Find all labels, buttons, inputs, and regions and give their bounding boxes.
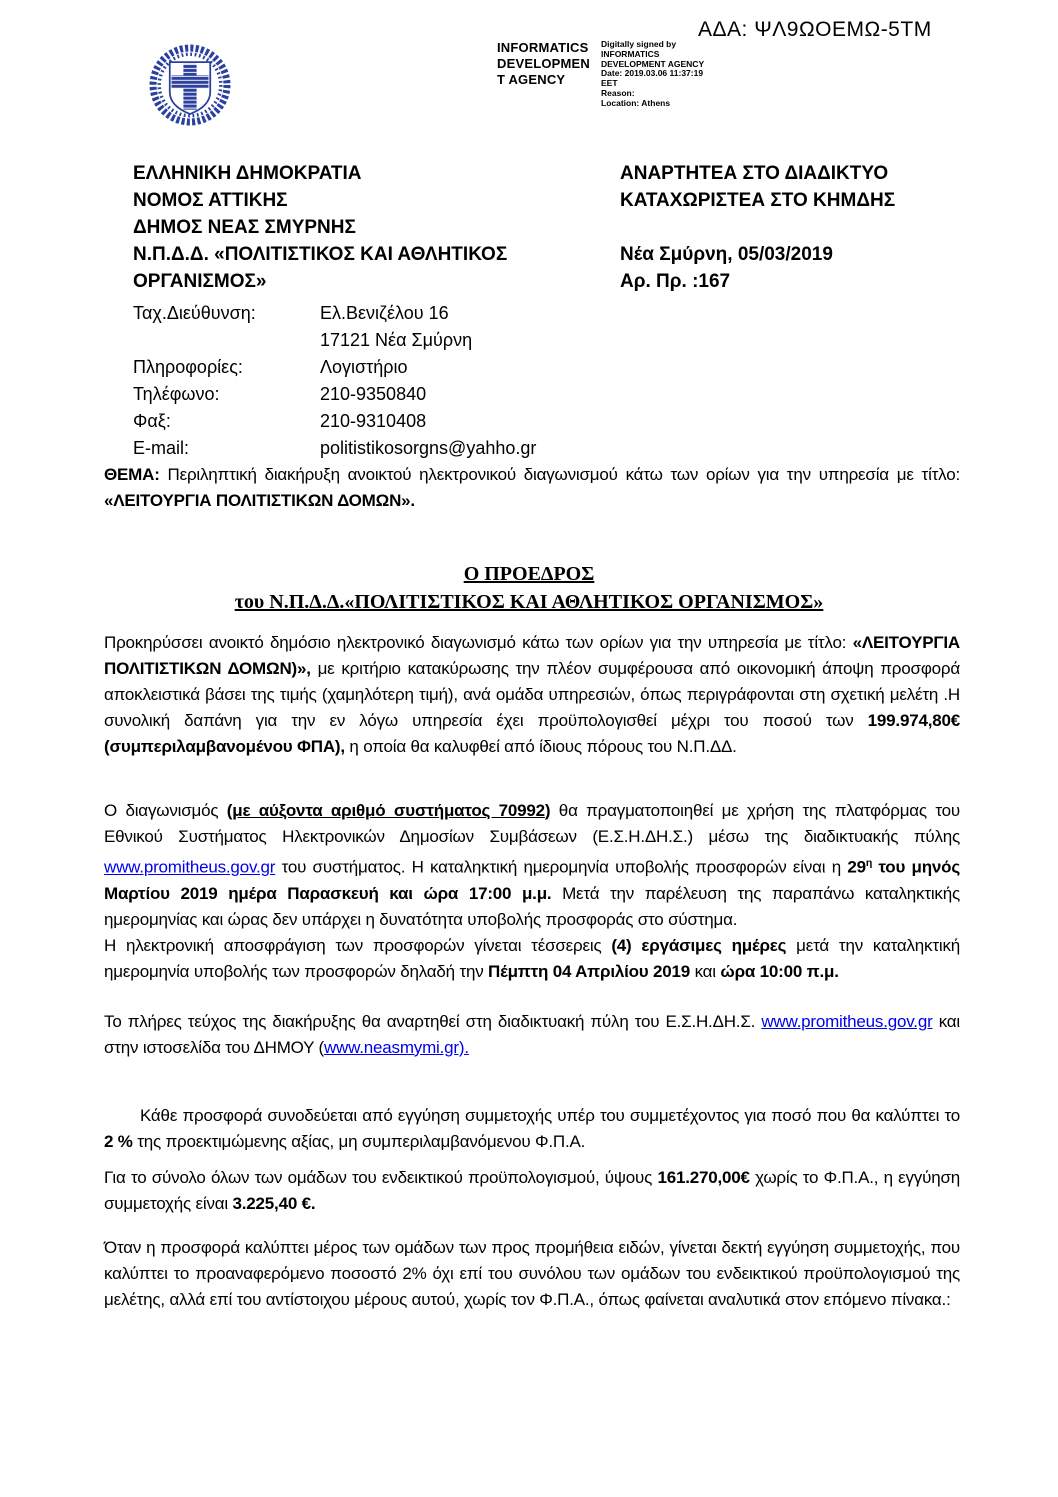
heading-line: του Ν.Π.Δ.Δ.«ΠΟΛΙΤΙΣΤΙΚΟΣ ΚΑΙ ΑΘΛΗΤΙΚΟΣ ΟΡΓΑΝΙΣΜΟΣ» <box>234 591 824 613</box>
posting-block <box>620 160 1040 295</box>
greek-national-emblem-logo <box>146 34 234 136</box>
paragraph-guarantee: Κάθε προσφορά συνοδεύεται από εγγύηση συμμετοχής υπέρ του συμμετέχοντος για ποσό που θα καλύπτει το 2 % της προεκτιμώμενης αξίας, μη συμπεριλαμβανόμενου Φ.Π.Α. <box>104 1105 960 1151</box>
contact-details <box>133 300 693 462</box>
paragraph-announcement: Προκηρύσσει ανοικτό δημόσιο ηλεκτρονικό διαγωνισμό κάτω των ορίων για την υπηρεσία με τίτλο: «ΛΕΙΤΟΥΡΓΙΑ ΠΟΛΙΤΙΣΤΙΚΩΝ ΔΟΜΩΝ)», με κριτήριο κατακύρωσης την πλέον συμφέρουσα από οικονομική άποψη προσφορά αποκλειστικά βάσει της τιμής (χαμηλότερη τιμή), ανά ομάδα υπηρεσιών, όπως περιγράφονται στη σχετική μελέτη .Η συνολική δαπάνη για την εν λόγω υπηρεσία έχει προϋπολογισθεί μέχρι του ποσού των 199.974,80€ (συμπεριλαμβανομένου ΦΠΑ), η οποία θα καλυφθεί από ίδιους πόρους του Ν.Π.ΔΔ. <box>104 633 960 756</box>
contact-value: 17121 Νέα Σμύρνη <box>320 330 473 350</box>
signature-line: DEVELOPMENT AGENCY <box>601 58 705 69</box>
contact-label: Ταχ.Διεύθυνση: <box>133 303 256 323</box>
paragraph-partial-offer: Όταν η προσφορά καλύπτει μέρος των ομάδων των προς προμήθεια ειδών, γίνεται δεκτή εγγύηση συμμετοχής, που καλύπτει το προαναφερόμενο ποσοστό 2% όχι επί του συνόλου των ομάδων του ενδεικτικού προϋπολογισμού της μελέτης, αλλά επί του αντίστοιχου μέρους αυτού, χωρίς τον Φ.Π.Α., όπως φαίνεται αναλυτικά στον επόμενο πίνακα.: <box>104 1237 960 1309</box>
issuer-line: ΕΛΛΗΝΙΚΗ ΔΗΜΟΚΡΑΤΙΑ <box>133 163 362 184</box>
paragraph-platform-deadline: Ο διαγωνισμός (με αύξοντα αριθμό συστήματος 70992) θα πραγματοποιηθεί με χρήση της πλατφόρμας του Εθνικού Συστήματος Ηλεκτρονικών Δημοσίων Συμβάσεων (Ε.Σ.Η.ΔΗ.Σ.) μέσω της διαδικτυακής πύλης www.promitheus.gov.gr του συστήματος. Η καταληκτική ημερομηνία υποβολής προσφορών είναι η $29^\eta$ του μηνός Μαρτίου 2019 ημέρα Παρασκευή και ώρα 17:00 μ.μ. Μετά την παρέλευση της παραπάνω καταληκτικής ημερομηνίας και ώρας δεν υπάρχει η δυνατότητα υποβολής προσφοράς στο σύστημα. <box>104 801 961 929</box>
agency-name-line: DEVELOPMEN <box>497 56 591 71</box>
signature-line: Date: 2019.03.06 11:37:19 <box>601 68 704 79</box>
contact-value: 210-9350840 <box>320 384 427 404</box>
paragraph-full-text: Το πλήρες τεύχος της διακήρυξης θα αναρτηθεί στη διαδικτυακή πύλη του Ε.Σ.Η.ΔΗ.Σ. www.promitheus.gov.gr και στην ιστοσελίδα του ΔΗΜΟΥ (www.neasmymi.gr). <box>104 1011 960 1057</box>
contact-row-fax <box>133 408 693 435</box>
hyperlink[interactable]: www.promitheus.gov.gr <box>104 857 276 877</box>
document-heading <box>0 560 1058 616</box>
paragraph-guarantee-amount: Για το σύνολο όλων των ομάδων του ενδεικτικού προϋπολογισμού, ύψους 161.270,00€ χωρίς το Φ.Π.Α., η εγγύηση συμμετοχής είναι 3.225,40 €. <box>104 1167 961 1213</box>
hyperlink[interactable]: www.promitheus.gov.gr <box>761 1011 933 1031</box>
contact-row-address <box>133 300 693 327</box>
agency-name-line: INFORMATICS <box>497 40 589 55</box>
heading-line: Ο ΠΡΟΕΔΡΟΣ <box>463 563 595 585</box>
email-value: politistikosorgns@yahho.gr <box>320 438 537 458</box>
posting-line: ΑΝΑΡΤΗΤΕΑ ΣΤΟ ΔΙΑΔΙΚΤΥΟ <box>620 163 889 184</box>
document-date: Νέα Σμύρνη, 05/03/2019 <box>620 244 833 265</box>
contact-label: Φαξ: <box>133 411 171 431</box>
contact-row-phone <box>133 381 693 408</box>
contact-value: Ελ.Βενιζέλου 16 <box>320 303 449 323</box>
signature-line: Location: Athens <box>601 97 671 108</box>
contact-label: Τηλέφωνο: <box>133 384 220 404</box>
contact-row-email <box>133 435 693 462</box>
signature-line: Reason: <box>601 87 635 98</box>
contact-row-address2 <box>133 327 693 354</box>
protocol-number: Αρ. Πρ. :167 <box>620 271 731 292</box>
ada-code: ΑΔΑ: ΨΛ9ΩΟΕΜΩ-5ΤΜ <box>698 18 932 41</box>
subject-paragraph: ΘΕΜΑ: Περιληπτική διακήρυξη ανοικτού ηλεκτρονικού διαγωνισμού κάτω των ορίων για την υπηρεσία με τίτλο: «ΛΕΙΤΟΥΡΓΙΑ ΠΟΛΙΤΙΣΤΙΚΩΝ ΔΟΜΩΝ». <box>104 465 960 510</box>
contact-label: E-mail: <box>133 438 190 458</box>
issuer-line: Ν.Π.Δ.Δ. «ΠΟΛΙΤΙΣΤΙΚΟΣ ΚΑΙ ΑΘΛΗΤΙΚΟΣ ΟΡΓΑΝΙΣΜΟΣ» <box>133 244 508 292</box>
issuer-line: ΔΗΜΟΣ ΝΕΑΣ ΣΜΥΡΝΗΣ <box>133 217 356 238</box>
contact-label: Πληροφορίες: <box>133 357 243 377</box>
contact-value: 210-9310408 <box>320 411 427 431</box>
emblem-graphic <box>146 34 234 136</box>
signature-line: INFORMATICS <box>601 48 660 59</box>
agency-name-line: T AGENCY <box>497 72 566 87</box>
contact-label <box>133 327 320 354</box>
contact-row-info <box>133 354 693 381</box>
digital-signature-details <box>601 40 704 109</box>
paragraph-unsealing: Η ηλεκτρονική αποσφράγιση των προσφορών γίνεται τέσσερεις (4) εργάσιμες ημέρες μετά την καταληκτική ημερομηνία υποβολής των προσφορών δηλαδή την Πέμπτη 04 Απριλίου 2019 και ώρα 10:00 π.μ. <box>104 935 961 981</box>
signer-agency-name <box>497 40 590 88</box>
posting-line: ΚΑΤΑΧΩΡΙΣΤΕΑ ΣΤΟ ΚΗΜΔΗΣ <box>620 190 896 211</box>
hyperlink[interactable]: www.neasmymi.gr). <box>323 1037 469 1057</box>
issuer-line: ΝΟΜΟΣ ΑΤΤΙΚΗΣ <box>133 190 288 211</box>
contact-value: Λογιστήριο <box>320 357 408 377</box>
body-text <box>104 630 960 1313</box>
signature-line: Digitally signed by <box>601 39 677 49</box>
issuer-block <box>133 160 603 295</box>
signature-line: EET <box>601 78 618 89</box>
